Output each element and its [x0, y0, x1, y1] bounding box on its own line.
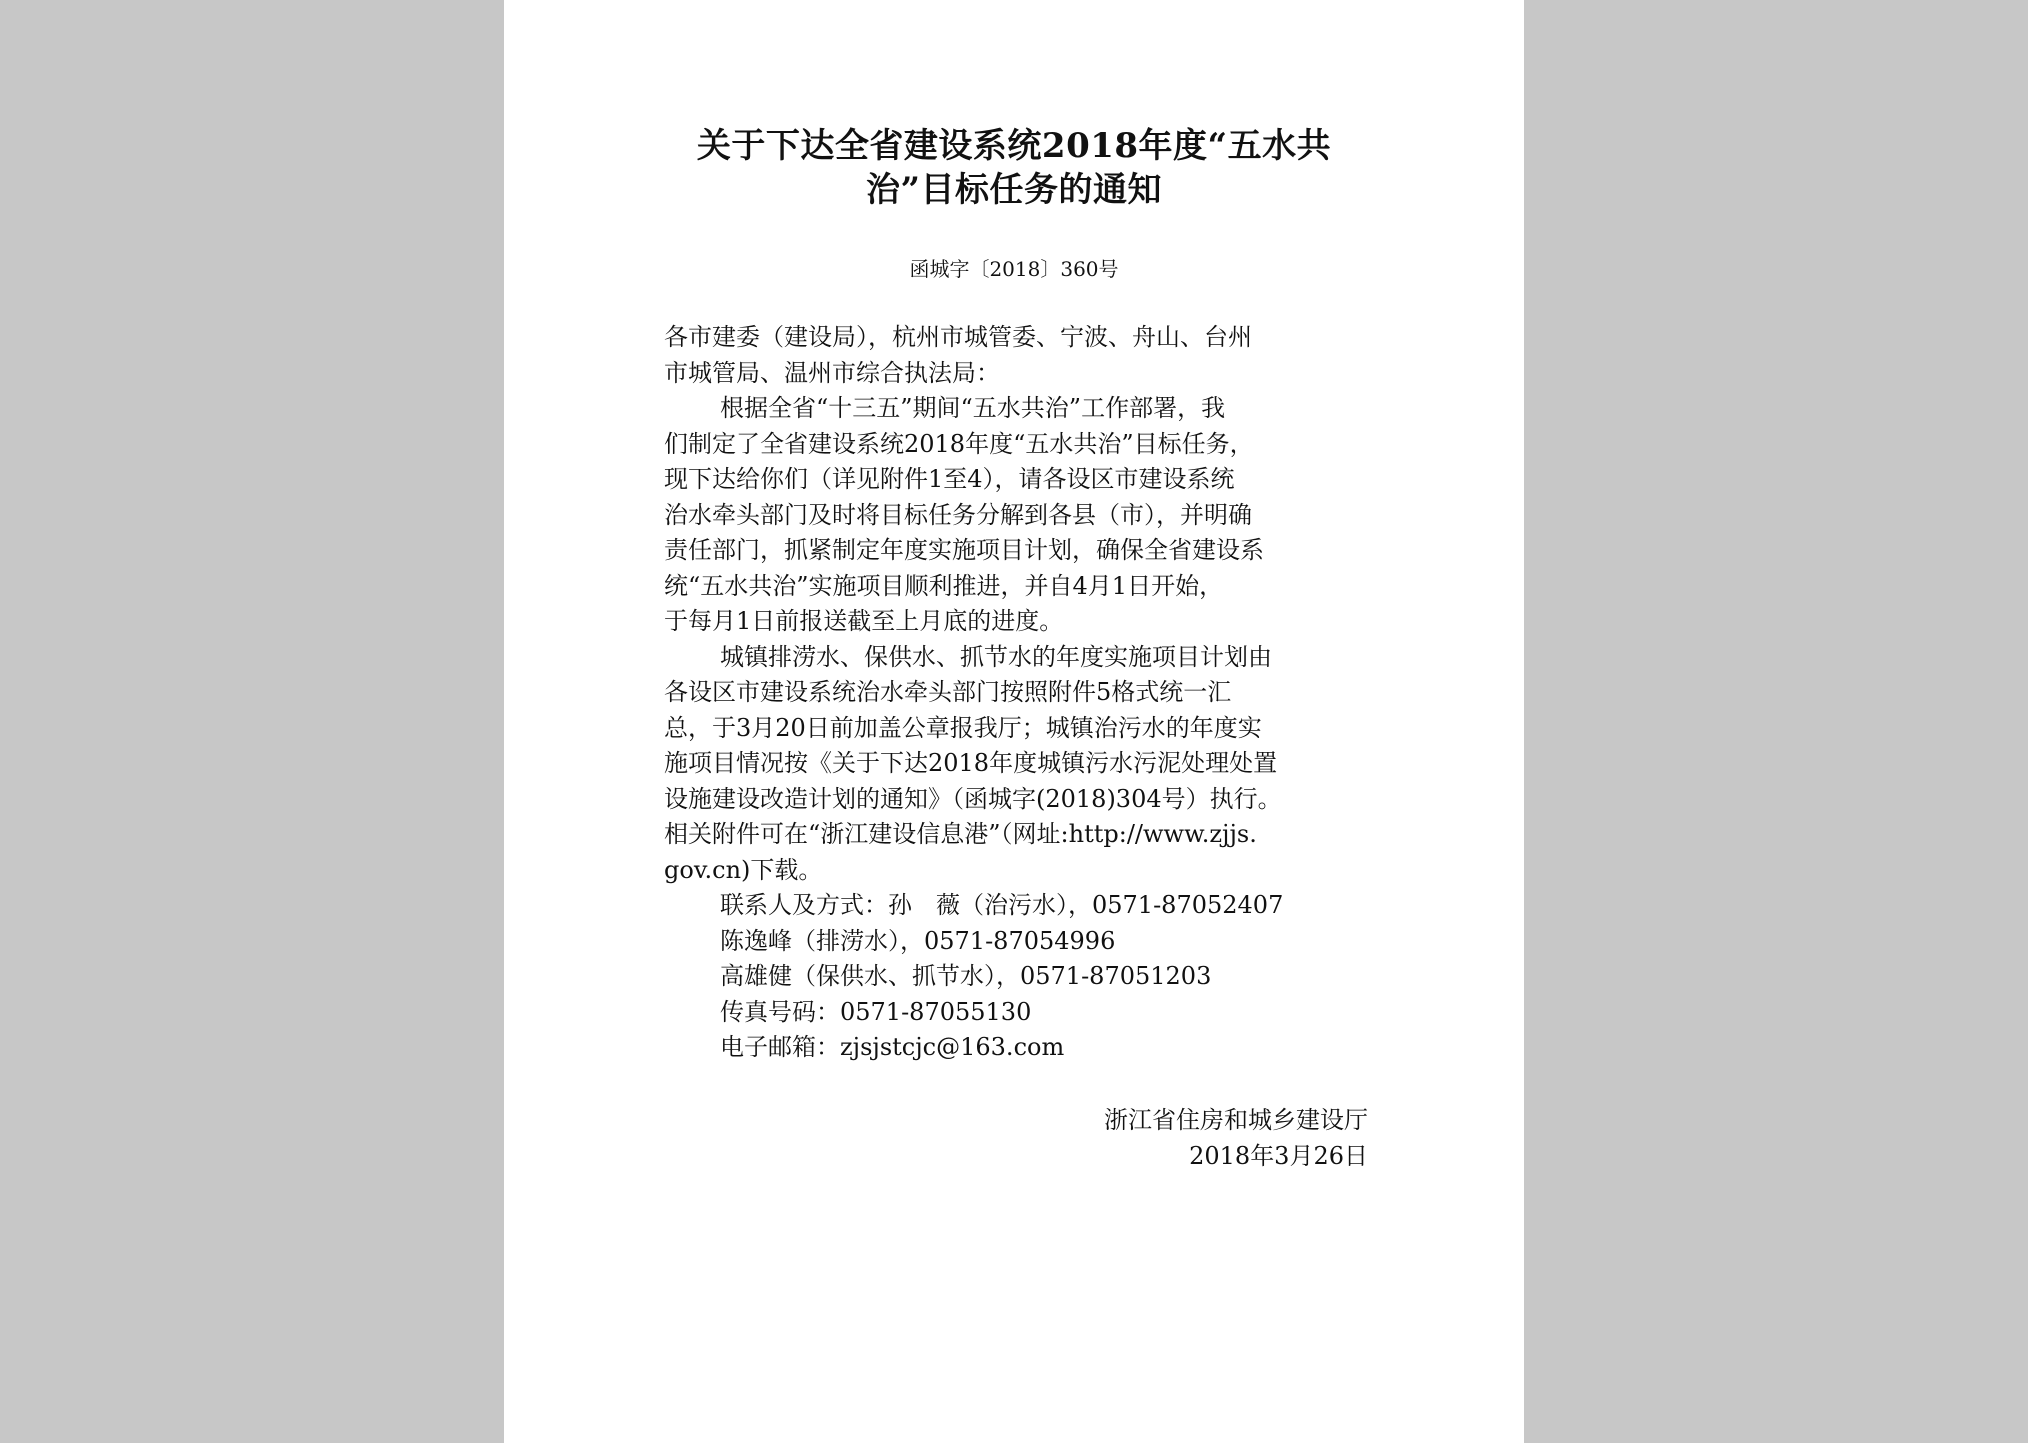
paragraph1-line: 治水牵头部门及时将目标任务分解到各县（市），并明确 — [664, 500, 1252, 529]
issue-date: 2018年3月26日 — [1189, 1142, 1368, 1170]
paragraph2-line: gov.cn)下载。 — [664, 855, 823, 884]
paragraph2-line: 各设区市建设系统治水牵头部门按照附件5格式统一汇 — [664, 678, 1232, 706]
paragraph2-line: 施项目情况按《关于下达2018年度城镇污水污泥处理处置 — [664, 749, 1278, 777]
fax-line: 传真号码：0571-87055130 — [720, 997, 1032, 1026]
paragraph2-line: 设施建设改造计划的通知》（函城字(2018)304号）执行。 — [664, 784, 1282, 813]
addressee-line: 市城管局、温州市综合执法局： — [664, 358, 1000, 387]
contact-line: 高雄健（保供水、抓节水），0571-87051203 — [720, 962, 1212, 990]
paragraph1-line: 根据全省“十三五”期间“五水共治”工作部署，我 — [720, 394, 1226, 422]
email-line: 电子邮箱：zjsjstcjc@163.com — [720, 1033, 1065, 1061]
paragraph1-line: 责任部门，抓紧制定年度实施项目计划，确保全省建设系 — [664, 536, 1264, 564]
paragraph1-line: 们制定了全省建设系统2018年度“五水共治”目标任务， — [664, 429, 1254, 458]
signature-block — [1104, 1102, 1368, 1174]
paragraph1-line: 统“五水共治”实施项目顺利推进，并自4月1日开始， — [664, 571, 1224, 600]
title-line-2: 治”目标任务的通知 — [865, 170, 1163, 210]
title-line-1: 关于下达全省建设系统2018年度“五水共 — [696, 126, 1332, 166]
contact-line: 联系人及方式：孙 薇（治污水），0571-87052407 — [720, 891, 1284, 919]
paragraph1-line: 于每月1日前报送截至上月底的进度。 — [664, 607, 1064, 635]
doc-number: 函城字〔2018〕360号 — [909, 257, 1119, 281]
contact-line: 陈逸峰（排涝水），0571-87054996 — [720, 926, 1116, 955]
issuer-name: 浙江省住房和城乡建设厅 — [1104, 1106, 1368, 1134]
paragraph2-line: 总，于3月20日前加盖公章报我厅；城镇治污水的年度实 — [664, 713, 1262, 742]
paragraph2-line: 城镇排涝水、保供水、抓节水的年度实施项目计划由 — [720, 642, 1272, 671]
document-body — [664, 320, 1424, 1066]
paragraph1-line: 现下达给你们（详见附件1至4），请各设区市建设系统 — [664, 465, 1235, 493]
document-title — [504, 124, 1524, 212]
paragraph2-line: 相关附件可在“浙江建设信息港”（网址:http://www.zjjs. — [664, 820, 1257, 848]
document-page — [504, 0, 1524, 1443]
addressee-line: 各市建委（建设局），杭州市城管委、宁波、舟山、台州 — [664, 323, 1252, 351]
